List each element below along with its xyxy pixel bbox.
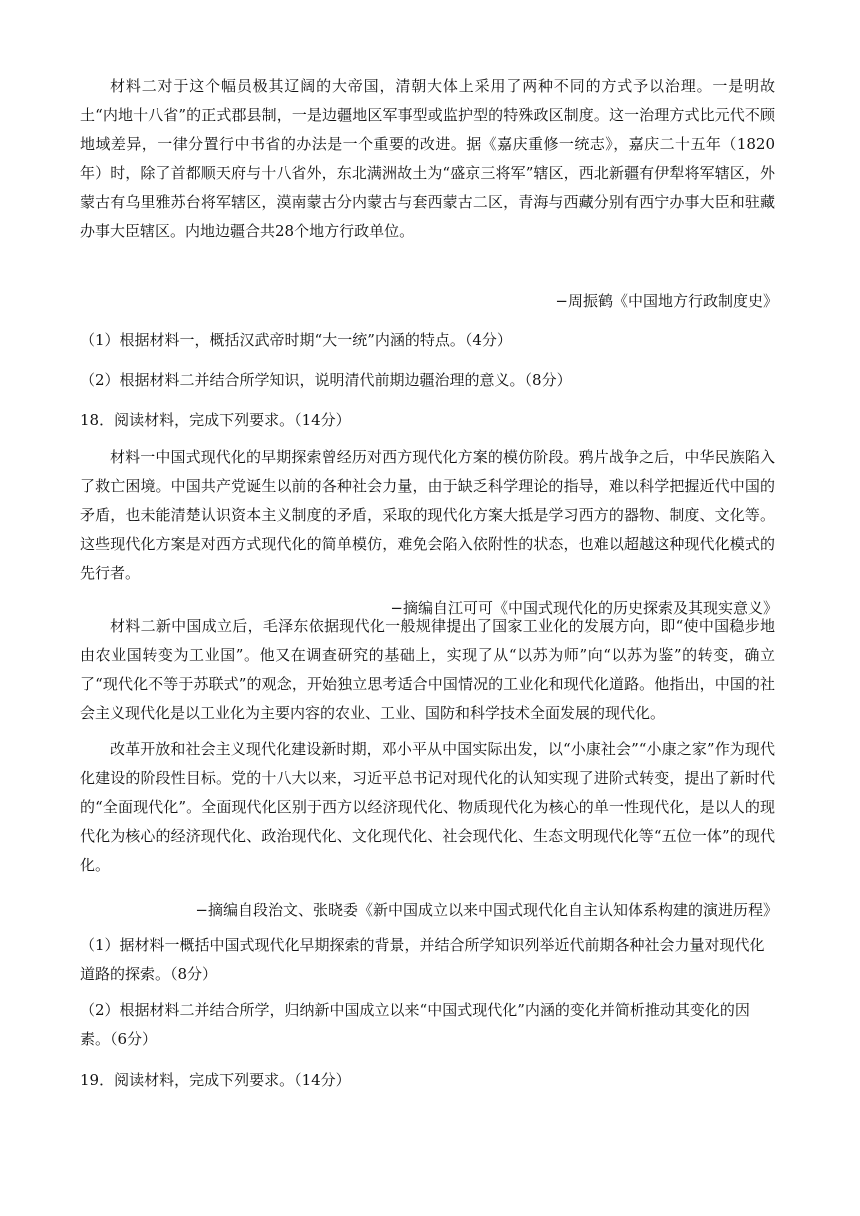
question-19-heading: 19．阅读材料，完成下列要求。（14分）: [80, 1071, 351, 1089]
question-18-1: （1）据材料一概括中国式现代化早期探索的背景，并结合所学知识列举近代前期各种社会力量对现代化道路的探索。（8分）: [80, 936, 765, 983]
question-17-1: （1）根据材料一，概括汉武帝时期“大一统”内涵的特点。（4分）: [80, 331, 512, 349]
source-citation-modern-2: −摘编自段治文、张晓委《新中国成立以来中国式现代化自主认知体系构建的演进历程》: [195, 901, 778, 919]
source-citation-modern-1: −摘编自江可可《中国式现代化的历史探索及其现实意义》: [390, 599, 778, 617]
question-18-2: （2）根据材料二并结合所学，归纳新中国成立以来“中国式现代化”内涵的变化并简析推动其变化的因素。（6分）: [80, 1001, 750, 1048]
material-2-modernization-paragraph-2: 改革开放和社会主义现代化建设新时期，邓小平从中国实际出发，以“小康社会”“小康之家”作为现代化建设的阶段性目标。党的十八大以来，习近平总书记对现代化的认知实现了进阶式转变，提出了新时代的“全面现代化”。全面现代化区别于西方以经济现代化、物质现代化为核心的单一性现代化，是以人的现代化为核心的经济现代化、政治现代化、文化现代化、社会现代化、生态文明现代化等“五位一体”的现代化。: [80, 740, 775, 874]
material-1-modernization-paragraph: 材料一中国式现代化的早期探索曾经历对西方现代化方案的模仿阶段。鸦片战争之后，中华民族陷入了救亡困境。中国共产党诞生以前的各种社会力量，由于缺乏科学理论的指导，难以科学把握近代中国的矛盾，也未能清楚认识资本主义制度的矛盾，采取的现代化方案大抵是学习西方的器物、制度、文化等。这些现代化方案是对西方式现代化的简单模仿，难免会陷入依附性的状态，也难以超越这种现代化模式的先行者。: [80, 448, 775, 582]
material-2-qing-paragraph: 材料二对于这个幅员极其辽阔的大帝国，清朝大体上采用了两种不同的方式予以治理。一是明故土“内地十八省”的正式郡县制，一是边疆地区军事型或监护型的特殊政区制度。这一治理方式比元代不顾地域差异，一律分置行中书省的办法是一个重要的改进。据《嘉庆重修一统志》，嘉庆二十五年（1820年）时，除了首都顺天府与十八省外，东北满洲故土为“盛京三将军”辖区，西北新疆有伊犁将军辖区，外蒙古有乌里雅苏台将军辖区，漠南蒙古分内蒙古与套西蒙古二区，青海与西藏分别有西宁办事大臣和驻藏办事大臣辖区。内地边疆合共28个地方行政单位。: [80, 77, 775, 240]
question-18-heading: 18．阅读材料，完成下列要求。（14分）: [80, 411, 351, 429]
question-17-2: （2）根据材料二并结合所学知识，说明清代前期边疆治理的意义。（8分）: [80, 371, 572, 389]
material-2-modernization-paragraph-1: 材料二新中国成立后，毛泽东依据现代化一般规律提出了国家工业化的发展方向，即“使中国稳步地由农业国转变为工业国”。他又在调查研究的基础上，实现了从“以苏为师”向“以苏为鉴”的转变，确立了“现代化不等于苏联式”的观念，开始独立思考适合中国情况的工业化和现代化道路。他指出，中国的社会主义现代化是以工业化为主要内容的农业、工业、国防和科学技术全面发展的现代化。: [80, 617, 775, 722]
source-citation-qing: −周振鹤《中国地方行政制度史》: [555, 292, 778, 310]
